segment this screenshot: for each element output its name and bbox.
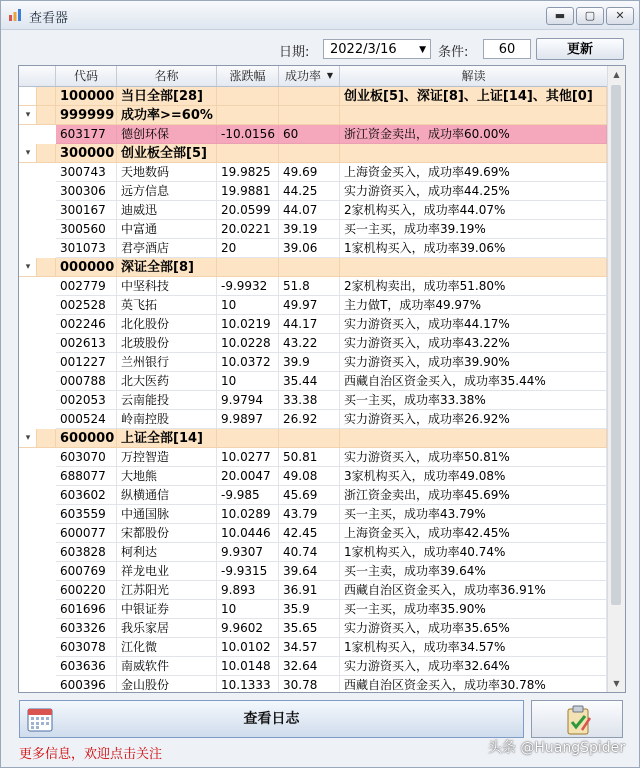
cell-code: 688077 xyxy=(56,467,117,486)
cell-rate: 35.9 xyxy=(279,600,340,619)
cell-pct: 9.9897 xyxy=(217,410,279,429)
header-toggle-col xyxy=(19,66,56,86)
view-log-label: 查看日志 xyxy=(243,711,300,727)
cell-name: 北玻股份 xyxy=(117,334,217,353)
cell-name: 金山股份 xyxy=(117,676,217,693)
cell-rate: 36.91 xyxy=(279,581,340,600)
group-row[interactable] xyxy=(19,87,607,106)
cell-name: 天地数码 xyxy=(117,163,217,182)
cell-name: 深证全部[8] xyxy=(117,258,217,277)
row-indent xyxy=(19,239,56,258)
cell-name: 成功率>=60% xyxy=(117,106,217,125)
row-indent xyxy=(19,562,56,581)
table-row[interactable] xyxy=(19,334,607,353)
cell-pct: -10.0156 xyxy=(217,125,279,144)
cell-note: 买一主买，成功率35.90% xyxy=(340,600,607,619)
cell-note: 1家机构买入，成功率34.57% xyxy=(340,638,607,657)
cell-pct: 20.0599 xyxy=(217,201,279,220)
cell-code: 002528 xyxy=(56,296,117,315)
cell-note xyxy=(340,106,607,125)
group-indent-cell xyxy=(37,144,56,163)
row-indent xyxy=(19,315,56,334)
cell-name: 江化微 xyxy=(117,638,217,657)
cell-pct: 10 xyxy=(217,372,279,391)
collapse-toggle-icon[interactable]: ▾ xyxy=(25,433,31,443)
cell-name: 我乐家居 xyxy=(117,619,217,638)
date-value: 2022/3/16 xyxy=(330,42,397,57)
cell-note xyxy=(340,258,607,277)
cell-note: 2家机构卖出，成功率51.80% xyxy=(340,277,607,296)
table-row[interactable] xyxy=(19,296,607,315)
row-indent xyxy=(19,125,56,144)
cell-rate: 44.17 xyxy=(279,315,340,334)
cell-note: 实力游资买入，成功率50.81% xyxy=(340,448,607,467)
cell-note: 创业板[5]、深证[8]、上证[14]、其他[0] xyxy=(340,87,607,106)
cell-note: 实力游资买入，成功率32.64% xyxy=(340,657,607,676)
cell-note: 2家机构买入，成功率44.07% xyxy=(340,201,607,220)
cell-name: 德创环保 xyxy=(117,125,217,144)
cell-rate: 51.8 xyxy=(279,277,340,296)
cell-note: 西藏自治区资金买入，成功率35.44% xyxy=(340,372,607,391)
header-code[interactable]: 代码 xyxy=(56,66,117,86)
row-indent xyxy=(19,448,56,467)
table-row[interactable] xyxy=(19,676,607,693)
table-row[interactable] xyxy=(19,353,607,372)
date-picker[interactable] xyxy=(323,39,431,59)
cell-note: 实力游资买入，成功率44.25% xyxy=(340,182,607,201)
cell-note: 实力游资买入，成功率43.22% xyxy=(340,334,607,353)
cell-pct: 9.893 xyxy=(217,581,279,600)
cell-pct: 19.9881 xyxy=(217,182,279,201)
cell-name: 中银证券 xyxy=(117,600,217,619)
title-bar xyxy=(1,1,639,30)
maximize-button[interactable] xyxy=(576,7,604,25)
table-row[interactable] xyxy=(19,600,607,619)
clipboard-check-icon xyxy=(562,704,594,736)
table-row[interactable] xyxy=(19,372,607,391)
table-row[interactable] xyxy=(19,505,607,524)
group-indent-cell xyxy=(37,87,56,106)
chart-app-icon xyxy=(8,8,22,22)
cell-pct: 10.0289 xyxy=(217,505,279,524)
cell-rate: 39.9 xyxy=(279,353,340,372)
cell-rate: 42.45 xyxy=(279,524,340,543)
cell-rate: 39.06 xyxy=(279,239,340,258)
cell-name: 大地熊 xyxy=(117,467,217,486)
header-name[interactable]: 名称 xyxy=(117,66,217,86)
group-indent-cell xyxy=(37,258,56,277)
cell-note: 实力游资买入，成功率35.65% xyxy=(340,619,607,638)
cell-rate: 32.64 xyxy=(279,657,340,676)
cell-name: 南威软件 xyxy=(117,657,217,676)
cell-rate: 45.69 xyxy=(279,486,340,505)
header-success-rate[interactable] xyxy=(279,66,340,86)
cell-pct: 19.9825 xyxy=(217,163,279,182)
row-indent xyxy=(19,391,56,410)
cell-code: 999999 xyxy=(56,106,117,125)
cell-code: 603070 xyxy=(56,448,117,467)
table-row[interactable] xyxy=(19,391,607,410)
cell-code: 603177 xyxy=(56,125,117,144)
table-row[interactable] xyxy=(19,125,607,144)
cell-name: 北大医药 xyxy=(117,372,217,391)
cell-name: 江苏阳光 xyxy=(117,581,217,600)
table-row[interactable] xyxy=(19,220,607,239)
row-indent xyxy=(19,163,56,182)
table-row[interactable] xyxy=(19,657,607,676)
cell-name: 君亭酒店 xyxy=(117,239,217,258)
cell-rate xyxy=(279,144,340,163)
collapse-toggle-icon[interactable]: ▾ xyxy=(25,110,31,120)
cell-code: 603326 xyxy=(56,619,117,638)
cell-code: 000788 xyxy=(56,372,117,391)
cell-pct: 20.0047 xyxy=(217,467,279,486)
table-row[interactable] xyxy=(19,581,607,600)
cell-name: 中通国脉 xyxy=(117,505,217,524)
cell-code: 600077 xyxy=(56,524,117,543)
row-indent xyxy=(19,486,56,505)
cell-pct xyxy=(217,258,279,277)
cell-pct: 9.9794 xyxy=(217,391,279,410)
cell-code: 300167 xyxy=(56,201,117,220)
table-row[interactable] xyxy=(19,315,607,334)
cell-pct xyxy=(217,87,279,106)
table-row[interactable] xyxy=(19,201,607,220)
cell-code: 600000 xyxy=(56,429,117,448)
count-input[interactable]: 60 xyxy=(483,39,531,59)
row-indent xyxy=(19,182,56,201)
cell-pct: -9.985 xyxy=(217,486,279,505)
cell-code: 600769 xyxy=(56,562,117,581)
cell-pct: -9.9315 xyxy=(217,562,279,581)
cell-rate: 44.07 xyxy=(279,201,340,220)
table-row[interactable] xyxy=(19,410,607,429)
cell-rate xyxy=(279,429,340,448)
cell-pct xyxy=(217,144,279,163)
table-row[interactable] xyxy=(19,638,607,657)
collapse-toggle-icon[interactable]: ▾ xyxy=(25,148,31,158)
cell-code: 300000 xyxy=(56,144,117,163)
cell-code: 603636 xyxy=(56,657,117,676)
cell-pct: 20 xyxy=(217,239,279,258)
row-indent xyxy=(19,676,56,693)
cell-pct: 20.0221 xyxy=(217,220,279,239)
cell-rate: 50.81 xyxy=(279,448,340,467)
cell-note xyxy=(340,144,607,163)
cell-name: 北化股份 xyxy=(117,315,217,334)
table-row[interactable] xyxy=(19,524,607,543)
cell-note: 实力游资买入，成功率44.17% xyxy=(340,315,607,334)
cell-pct: 10.0372 xyxy=(217,353,279,372)
cell-name: 迪威迅 xyxy=(117,201,217,220)
cell-note: 1家机构买入，成功率39.06% xyxy=(340,239,607,258)
cell-rate xyxy=(279,258,340,277)
scroll-thumb[interactable] xyxy=(611,85,621,605)
sort-desc-icon: ▼ xyxy=(326,71,333,80)
row-indent xyxy=(19,201,56,220)
cell-note: 买一主买，成功率43.79% xyxy=(340,505,607,524)
cell-code: 603078 xyxy=(56,638,117,657)
group-row[interactable] xyxy=(19,429,607,448)
cell-name: 纵横通信 xyxy=(117,486,217,505)
cell-rate: 26.92 xyxy=(279,410,340,429)
maximize-icon: ▢ xyxy=(584,9,596,22)
cell-pct: 9.9602 xyxy=(217,619,279,638)
cell-code: 301073 xyxy=(56,239,117,258)
table-row[interactable] xyxy=(19,467,607,486)
cell-pct: 10.0277 xyxy=(217,448,279,467)
cell-name: 岭南控股 xyxy=(117,410,217,429)
cell-rate xyxy=(279,87,340,106)
minimize-icon: ▬ xyxy=(554,9,566,22)
table-row[interactable] xyxy=(19,239,607,258)
cell-pct xyxy=(217,106,279,125)
header-change[interactable]: 涨跌幅 xyxy=(217,66,279,86)
minimize-button[interactable] xyxy=(546,7,574,25)
cell-code: 601696 xyxy=(56,600,117,619)
window-title: 查看器 xyxy=(29,11,69,26)
cell-name: 云南能投 xyxy=(117,391,217,410)
cell-name: 柯利达 xyxy=(117,543,217,562)
cell-rate: 40.74 xyxy=(279,543,340,562)
cell-rate: 49.08 xyxy=(279,467,340,486)
results-grid xyxy=(18,65,626,693)
cell-name: 万控智造 xyxy=(117,448,217,467)
table-row[interactable] xyxy=(19,486,607,505)
cell-rate: 35.65 xyxy=(279,619,340,638)
row-indent xyxy=(19,638,56,657)
cell-rate: 34.57 xyxy=(279,638,340,657)
cell-code: 603828 xyxy=(56,543,117,562)
table-row[interactable] xyxy=(19,448,607,467)
cell-code: 100000 xyxy=(56,87,117,106)
clipboard-button[interactable] xyxy=(531,700,623,738)
cell-name: 中富通 xyxy=(117,220,217,239)
cell-note: 3家机构买入，成功率49.08% xyxy=(340,467,607,486)
cell-rate: 49.69 xyxy=(279,163,340,182)
group-indent-cell xyxy=(37,106,56,125)
cell-pct: 10 xyxy=(217,296,279,315)
table-row[interactable] xyxy=(19,277,607,296)
cell-note: 买一主买，成功率39.19% xyxy=(340,220,607,239)
row-indent xyxy=(19,657,56,676)
table-row[interactable] xyxy=(19,182,607,201)
row-indent xyxy=(19,353,56,372)
close-button[interactable] xyxy=(606,7,634,25)
cell-name: 祥龙电业 xyxy=(117,562,217,581)
cell-pct: -9.9932 xyxy=(217,277,279,296)
vertical-scrollbar[interactable] xyxy=(607,66,625,692)
cell-code: 001227 xyxy=(56,353,117,372)
cell-note: 买一主卖，成功率39.64% xyxy=(340,562,607,581)
cell-code: 002613 xyxy=(56,334,117,353)
cell-note: 西藏自治区资金买入，成功率30.78% xyxy=(340,676,607,693)
follow-link[interactable]: 更多信息，欢迎点击关注 xyxy=(19,747,163,762)
cell-name: 当日全部[28] xyxy=(117,87,217,106)
cell-code: 000000 xyxy=(56,258,117,277)
group-row[interactable] xyxy=(19,144,607,163)
cell-rate: 30.78 xyxy=(279,676,340,693)
cell-code: 600220 xyxy=(56,581,117,600)
cell-rate: 39.64 xyxy=(279,562,340,581)
cell-rate xyxy=(279,106,340,125)
cell-rate: 43.79 xyxy=(279,505,340,524)
cell-code: 300560 xyxy=(56,220,117,239)
cell-rate: 33.38 xyxy=(279,391,340,410)
row-indent xyxy=(19,372,56,391)
chevron-down-icon[interactable]: ▼ xyxy=(419,45,426,55)
cell-name: 宋都股份 xyxy=(117,524,217,543)
scroll-up-icon[interactable]: ▲ xyxy=(613,70,620,79)
group-row[interactable] xyxy=(19,106,607,125)
cell-note: 买一主买，成功率33.38% xyxy=(340,391,607,410)
cell-note: 西藏自治区资金买入，成功率36.91% xyxy=(340,581,607,600)
watermark: 头条 @HuangSpider xyxy=(487,740,625,756)
scroll-down-icon[interactable]: ▼ xyxy=(613,679,620,688)
group-row[interactable] xyxy=(19,258,607,277)
cell-pct: 10.0148 xyxy=(217,657,279,676)
close-icon: ✕ xyxy=(615,9,625,22)
cell-code: 603559 xyxy=(56,505,117,524)
collapse-toggle-icon[interactable]: ▾ xyxy=(25,262,31,272)
cell-rate: 44.25 xyxy=(279,182,340,201)
cell-code: 300743 xyxy=(56,163,117,182)
cell-rate: 43.22 xyxy=(279,334,340,353)
row-indent xyxy=(19,581,56,600)
grid-header xyxy=(19,66,607,87)
row-indent xyxy=(19,524,56,543)
row-indent xyxy=(19,505,56,524)
cell-name: 中坚科技 xyxy=(117,277,217,296)
collapse-toggle-icon[interactable] xyxy=(19,87,37,106)
group-indent-cell xyxy=(37,429,56,448)
cell-rate: 35.44 xyxy=(279,372,340,391)
update-button[interactable]: 更新 xyxy=(536,38,624,60)
cell-name: 创业板全部[5] xyxy=(117,144,217,163)
cell-code: 600396 xyxy=(56,676,117,693)
cell-pct: 10 xyxy=(217,600,279,619)
row-indent xyxy=(19,334,56,353)
cell-pct: 9.9307 xyxy=(217,543,279,562)
view-log-button[interactable] xyxy=(19,700,524,738)
cell-note: 浙江资金卖出，成功率60.00% xyxy=(340,125,607,144)
cell-name: 远方信息 xyxy=(117,182,217,201)
table-row[interactable] xyxy=(19,163,607,182)
cell-pct: 10.0446 xyxy=(217,524,279,543)
row-indent xyxy=(19,410,56,429)
cell-rate: 39.19 xyxy=(279,220,340,239)
row-indent xyxy=(19,296,56,315)
cell-note: 实力游资买入，成功率39.90% xyxy=(340,353,607,372)
cell-note: 上海资金买入，成功率49.69% xyxy=(340,163,607,182)
cell-pct: 10.1333 xyxy=(217,676,279,693)
cell-note: 浙江资金卖出，成功率45.69% xyxy=(340,486,607,505)
row-indent xyxy=(19,220,56,239)
cell-note: 主力做T，成功率49.97% xyxy=(340,296,607,315)
cell-pct xyxy=(217,429,279,448)
cell-code: 000524 xyxy=(56,410,117,429)
cell-code: 300306 xyxy=(56,182,117,201)
cell-pct: 10.0228 xyxy=(217,334,279,353)
cell-name: 英飞拓 xyxy=(117,296,217,315)
count-label: 条件: xyxy=(438,45,469,60)
cell-note: 上海资金买入，成功率42.45% xyxy=(340,524,607,543)
row-indent xyxy=(19,467,56,486)
cell-name: 兰州银行 xyxy=(117,353,217,372)
cell-code: 002246 xyxy=(56,315,117,334)
row-indent xyxy=(19,543,56,562)
row-indent xyxy=(19,600,56,619)
cell-code: 002053 xyxy=(56,391,117,410)
cell-note xyxy=(340,429,607,448)
cell-note: 实力游资买入，成功率26.92% xyxy=(340,410,607,429)
table-row[interactable] xyxy=(19,619,607,638)
header-success-rate-label: 成功率 xyxy=(285,69,322,83)
cell-code: 603602 xyxy=(56,486,117,505)
cell-rate: 49.97 xyxy=(279,296,340,315)
cell-code: 002779 xyxy=(56,277,117,296)
cell-pct: 10.0219 xyxy=(217,315,279,334)
table-row[interactable] xyxy=(19,543,607,562)
cell-name: 上证全部[14] xyxy=(117,429,217,448)
header-note[interactable]: 解读 xyxy=(461,69,486,83)
cell-note: 1家机构买入，成功率40.74% xyxy=(340,543,607,562)
cell-rate: 60 xyxy=(279,125,340,144)
row-indent xyxy=(19,619,56,638)
row-indent xyxy=(19,277,56,296)
cell-pct: 10.0102 xyxy=(217,638,279,657)
table-row[interactable] xyxy=(19,562,607,581)
date-label: 日期: xyxy=(279,45,310,60)
